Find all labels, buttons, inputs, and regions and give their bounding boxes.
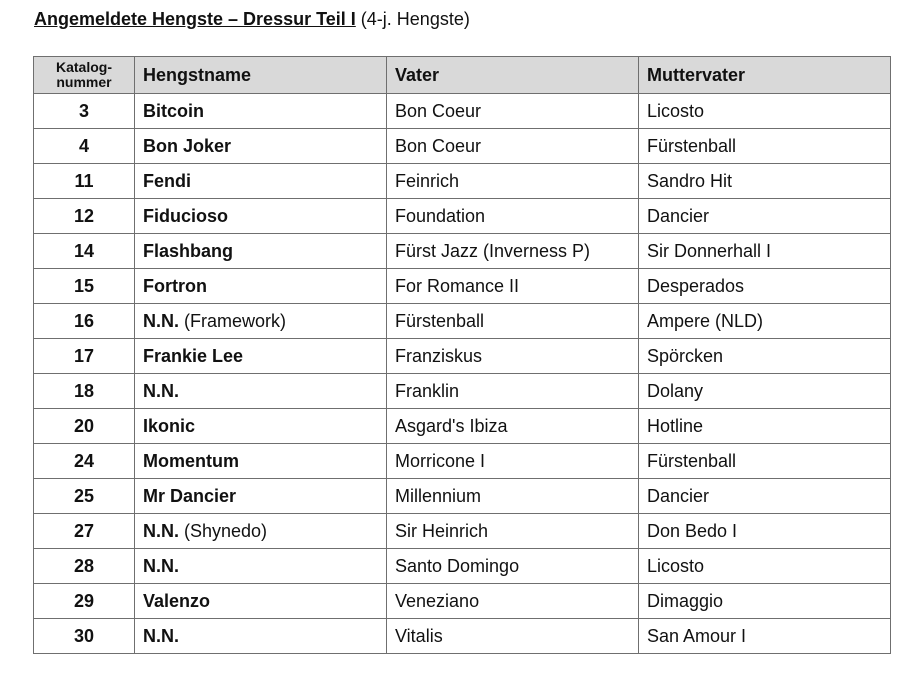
hengstname: N.N. [143, 555, 179, 576]
hengstname-cell [135, 409, 387, 444]
muttervater-cell: Sir Donnerhall I [639, 234, 891, 269]
vater-cell: Vitalis [387, 619, 639, 654]
table-row [34, 234, 891, 269]
table-row [34, 339, 891, 374]
vater-cell: Sir Heinrich [387, 514, 639, 549]
katalognummer-cell: 12 [34, 199, 135, 234]
header-katalognummer [34, 57, 135, 94]
hengstname-cell [135, 444, 387, 479]
stallion-table [33, 56, 891, 654]
hengstname: Fendi [143, 170, 191, 191]
table-row [34, 514, 891, 549]
header-katalog-line2: nummer [56, 74, 112, 90]
vater-cell: Feinrich [387, 164, 639, 199]
vater-cell: Bon Coeur [387, 94, 639, 129]
muttervater-cell: Licosto [639, 94, 891, 129]
katalognummer-cell: 17 [34, 339, 135, 374]
table-body [34, 94, 891, 654]
hengstname-cell [135, 479, 387, 514]
table-row [34, 164, 891, 199]
hengstname-cell [135, 584, 387, 619]
katalognummer-cell: 15 [34, 269, 135, 304]
hengstname: Fiducioso [143, 205, 228, 226]
muttervater-cell: Fürstenball [639, 129, 891, 164]
page-title [34, 9, 470, 30]
muttervater-cell: Licosto [639, 549, 891, 584]
vater-cell: Morricone I [387, 444, 639, 479]
hengstname-cell [135, 164, 387, 199]
katalognummer-cell: 24 [34, 444, 135, 479]
katalognummer-cell: 20 [34, 409, 135, 444]
muttervater-cell: Fürstenball [639, 444, 891, 479]
katalognummer-cell: 25 [34, 479, 135, 514]
vater-cell: Millennium [387, 479, 639, 514]
muttervater-cell: Don Bedo I [639, 514, 891, 549]
table-row [34, 374, 891, 409]
katalognummer-cell: 18 [34, 374, 135, 409]
vater-cell: Santo Domingo [387, 549, 639, 584]
vater-cell: Franziskus [387, 339, 639, 374]
table-row [34, 94, 891, 129]
table-row [34, 444, 891, 479]
header-muttervater: Muttervater [639, 57, 891, 94]
table-header-row [34, 57, 891, 94]
hengstname: Ikonic [143, 415, 196, 436]
hengstname: Valenzo [143, 590, 211, 611]
hengstname: Fortron [143, 275, 207, 296]
hengstname: Flashbang [143, 240, 234, 261]
header-vater: Vater [387, 57, 639, 94]
muttervater-cell: San Amour I [639, 619, 891, 654]
hengstname-cell [135, 374, 387, 409]
vater-cell: Franklin [387, 374, 639, 409]
hengstname-note: (Shynedo) [179, 520, 268, 541]
katalognummer-cell: 29 [34, 584, 135, 619]
katalognummer-cell: 3 [34, 94, 135, 129]
katalognummer-cell: 28 [34, 549, 135, 584]
muttervater-cell: Dancier [639, 479, 891, 514]
muttervater-cell: Ampere (NLD) [639, 304, 891, 339]
hengstname: Bitcoin [143, 100, 204, 121]
hengstname-cell [135, 339, 387, 374]
hengstname-cell [135, 234, 387, 269]
muttervater-cell: Dolany [639, 374, 891, 409]
hengstname: N.N. [143, 310, 179, 331]
title-main: Angemeldete Hengste – Dressur Teil I [34, 9, 356, 29]
hengstname-cell [135, 514, 387, 549]
muttervater-cell: Dimaggio [639, 584, 891, 619]
hengstname-cell [135, 94, 387, 129]
katalognummer-cell: 16 [34, 304, 135, 339]
hengstname-note: (Framework) [179, 310, 286, 331]
table-row [34, 304, 891, 339]
table-row [34, 479, 891, 514]
hengstname-cell [135, 549, 387, 584]
table-row [34, 619, 891, 654]
hengstname-cell [135, 269, 387, 304]
katalognummer-cell: 27 [34, 514, 135, 549]
table-row [34, 409, 891, 444]
muttervater-cell: Desperados [639, 269, 891, 304]
table-row [34, 129, 891, 164]
title-sub: (4-j. Hengste) [360, 9, 470, 29]
hengstname-cell [135, 304, 387, 339]
muttervater-cell: Hotline [639, 409, 891, 444]
katalognummer-cell: 11 [34, 164, 135, 199]
vater-cell: Bon Coeur [387, 129, 639, 164]
hengstname-cell [135, 129, 387, 164]
hengstname: Frankie Lee [143, 345, 244, 366]
muttervater-cell: Spörcken [639, 339, 891, 374]
hengstname: Bon Joker [143, 135, 232, 156]
header-katalog-line1: Katalog- [56, 59, 112, 75]
hengstname: Mr Dancier [143, 485, 237, 506]
hengstname-cell [135, 619, 387, 654]
muttervater-cell: Sandro Hit [639, 164, 891, 199]
vater-cell: For Romance II [387, 269, 639, 304]
hengstname: N.N. [143, 520, 179, 541]
vater-cell: Fürstenball [387, 304, 639, 339]
vater-cell: Asgard's Ibiza [387, 409, 639, 444]
katalognummer-cell: 4 [34, 129, 135, 164]
table-row [34, 584, 891, 619]
hengstname: N.N. [143, 625, 179, 646]
hengstname: N.N. [143, 380, 179, 401]
vater-cell: Veneziano [387, 584, 639, 619]
hengstname: Momentum [143, 450, 239, 471]
table-row [34, 269, 891, 304]
table-row [34, 199, 891, 234]
katalognummer-cell: 30 [34, 619, 135, 654]
muttervater-cell: Dancier [639, 199, 891, 234]
header-hengstname: Hengstname [135, 57, 387, 94]
hengstname-cell [135, 199, 387, 234]
vater-cell: Foundation [387, 199, 639, 234]
vater-cell: Fürst Jazz (Inverness P) [387, 234, 639, 269]
katalognummer-cell: 14 [34, 234, 135, 269]
table-row [34, 549, 891, 584]
